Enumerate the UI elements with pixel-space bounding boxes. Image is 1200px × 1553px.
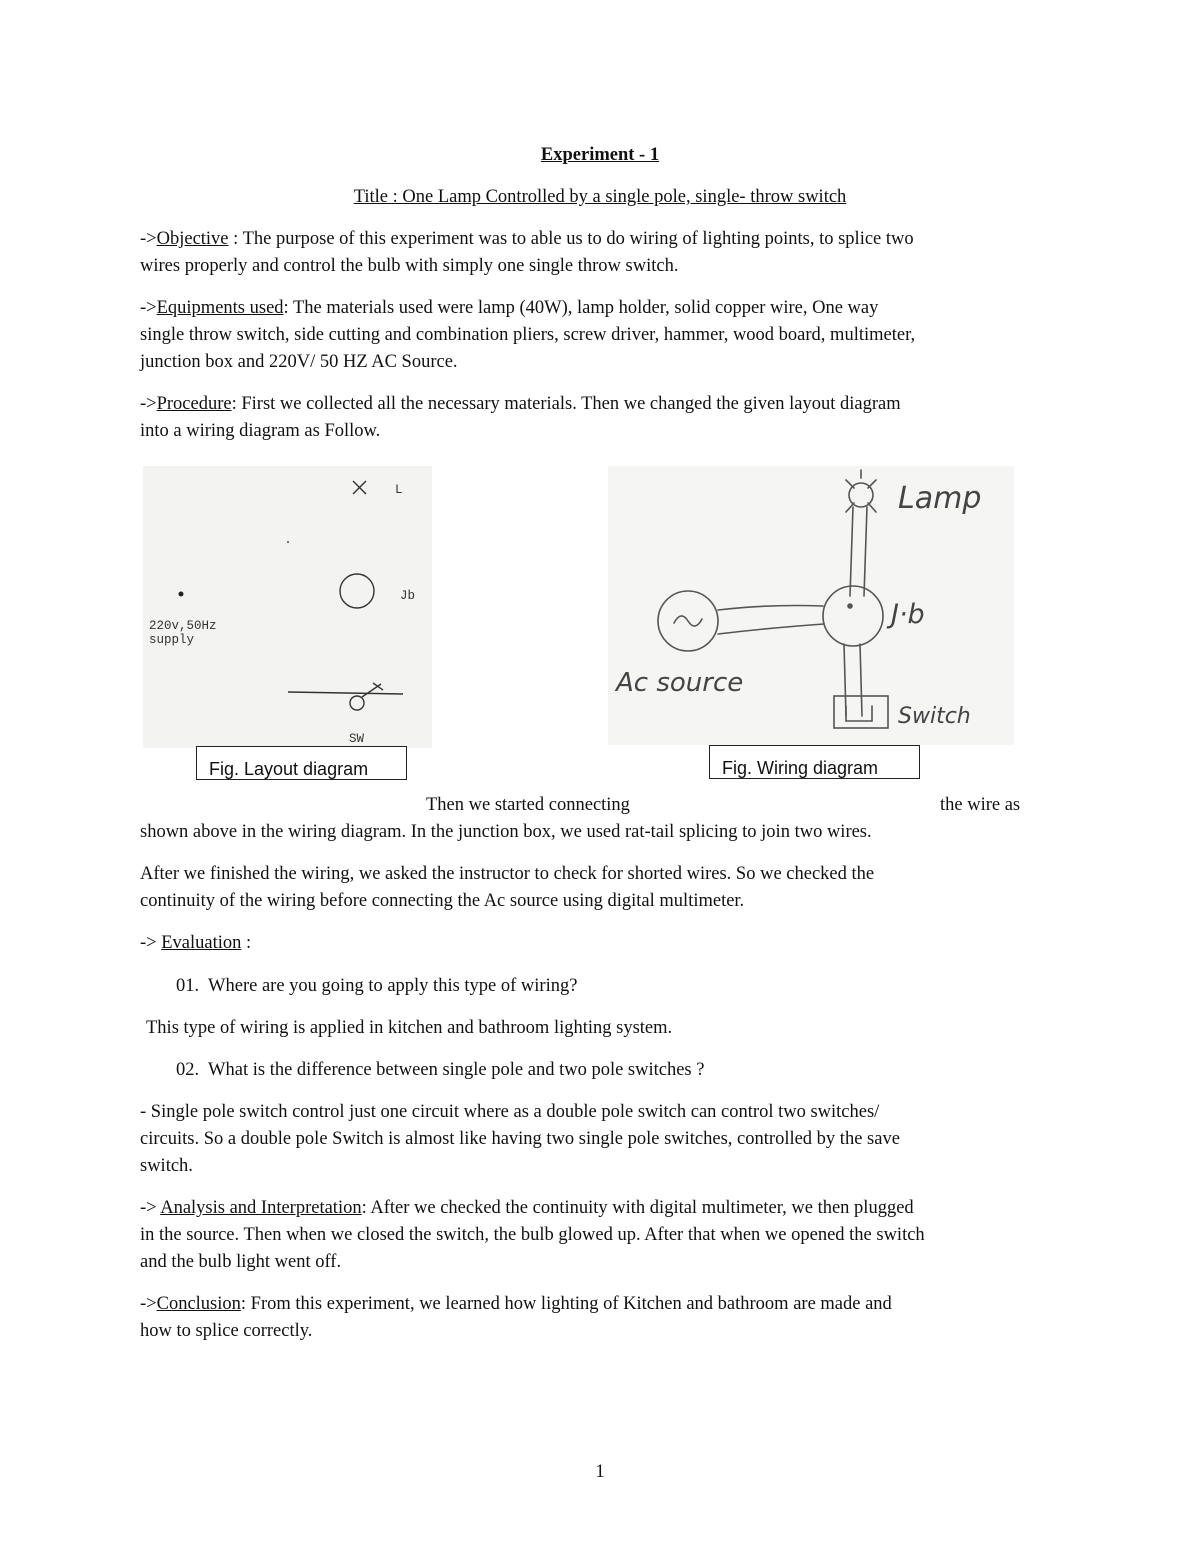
conclusion-line-2: how to splice correctly. xyxy=(140,1321,313,1341)
question-2-number: 02. xyxy=(176,1060,200,1080)
after-line-2: continuity of the wiring before connecting the Ac source using digital multimeter. xyxy=(140,891,745,911)
conclusion-paragraph xyxy=(140,1291,892,1318)
analysis-line-2: in the source. Then when we closed the switch, the bulb glowed up. After that when we opened the switch xyxy=(140,1225,925,1245)
objective-text: : The purpose of this experiment was to able us to do wiring of lighting points, to splice two xyxy=(228,229,914,249)
question-1-text: Where are you going to apply this type of wiring? xyxy=(208,976,578,996)
connecting-text-part-1: Then we started connecting xyxy=(426,795,630,815)
layout-junction-box-symbol xyxy=(340,574,374,608)
question-1 xyxy=(176,973,577,1000)
answer-1: This type of wiring is applied in kitchen and bathroom lighting system. xyxy=(146,1018,673,1038)
equipments-arrow: -> xyxy=(140,298,157,318)
layout-supply-dot xyxy=(179,592,184,597)
analysis-line-3: and the bulb light went off. xyxy=(140,1252,342,1272)
layout-diagram-image xyxy=(143,466,432,748)
layout-switch-symbol xyxy=(350,696,364,710)
conclusion-arrow: -> xyxy=(140,1294,157,1314)
procedure-arrow: -> xyxy=(140,394,157,414)
wiring-switch-label: Switch xyxy=(898,704,971,729)
objective-arrow: -> xyxy=(140,229,157,249)
connecting-line-2: shown above in the wiring diagram. In the junction box, we used rat-tail splicing to join two wires. xyxy=(140,822,872,842)
equipments-line-3: junction box and 220V/ 50 HZ AC Source. xyxy=(140,352,458,372)
wiring-junction-box-symbol xyxy=(823,586,883,646)
layout-supply-label-2: supply xyxy=(149,633,195,647)
objective-paragraph xyxy=(140,226,914,253)
question-2 xyxy=(176,1057,704,1084)
connecting-text-part-2: the wire as xyxy=(940,795,1021,815)
analysis-label: Analysis and Interpretation xyxy=(160,1198,362,1218)
procedure-label: Procedure xyxy=(156,394,232,414)
objective-label: Objective xyxy=(156,229,229,249)
layout-diagram-caption: Fig. Layout diagram xyxy=(196,746,407,780)
equipments-line-2: single throw switch, side cutting and combination pliers, screw driver, hammer, wood board, multimeter, xyxy=(140,325,916,345)
answer-2-line-3: switch. xyxy=(140,1156,193,1176)
wiring-diagram-image xyxy=(608,466,1014,745)
analysis-arrow: -> xyxy=(140,1198,161,1218)
equipments-text: : The materials used were lamp (40W), lamp holder, solid copper wire, One way xyxy=(283,298,879,318)
layout-lamp-label: L xyxy=(395,483,403,497)
evaluation-heading xyxy=(140,930,251,957)
evaluation-arrow: -> xyxy=(140,933,162,953)
wiring-lamp-label: Lamp xyxy=(898,481,982,516)
layout-jb-label: Jb xyxy=(400,589,416,603)
procedure-paragraph xyxy=(140,391,901,418)
layout-switch-label: SW xyxy=(349,732,365,746)
answer-2-line-2: circuits. So a double pole Switch is almost like having two single pole switches, controlled by the save xyxy=(140,1129,900,1149)
document-title: Title : One Lamp Controlled by a single pole, single- throw switch xyxy=(353,187,847,207)
conclusion-text: : From this experiment, we learned how lighting of Kitchen and bathroom are made and xyxy=(240,1294,892,1314)
answer-2-line-1: - Single pole switch control just one circuit where as a double pole switch can control two switches/ xyxy=(140,1102,880,1122)
wiring-source-label: Ac source xyxy=(616,668,744,698)
page-number: 1 xyxy=(595,1462,605,1482)
evaluation-suffix: : xyxy=(241,933,252,953)
analysis-paragraph xyxy=(140,1195,914,1222)
question-1-number: 01. xyxy=(176,976,200,996)
layout-supply-label-1: 220v,50Hz xyxy=(149,619,217,633)
evaluation-label: Evaluation xyxy=(161,933,242,953)
procedure-line-2: into a wiring diagram as Follow. xyxy=(140,421,381,441)
wiring-jb-label: J·b xyxy=(891,599,925,630)
conclusion-label: Conclusion xyxy=(156,1294,241,1314)
experiment-heading: Experiment - 1 xyxy=(540,145,660,165)
procedure-text: : First we collected all the necessary materials. Then we changed the given layout diagram xyxy=(231,394,901,414)
analysis-text: : After we checked the continuity with digital multimeter, we then plugged xyxy=(361,1198,914,1218)
equipments-paragraph xyxy=(140,295,878,322)
after-line-1: After we finished the wiring, we asked the instructor to check for shorted wires. So we checked the xyxy=(140,864,875,884)
objective-line-2: wires properly and control the bulb with simply one single throw switch. xyxy=(140,256,679,276)
equipments-label: Equipments used xyxy=(156,298,284,318)
layout-switch-line xyxy=(288,692,403,694)
wiring-diagram-caption: Fig. Wiring diagram xyxy=(709,745,920,779)
question-2-text: What is the difference between single pole and two pole switches ? xyxy=(208,1060,705,1080)
